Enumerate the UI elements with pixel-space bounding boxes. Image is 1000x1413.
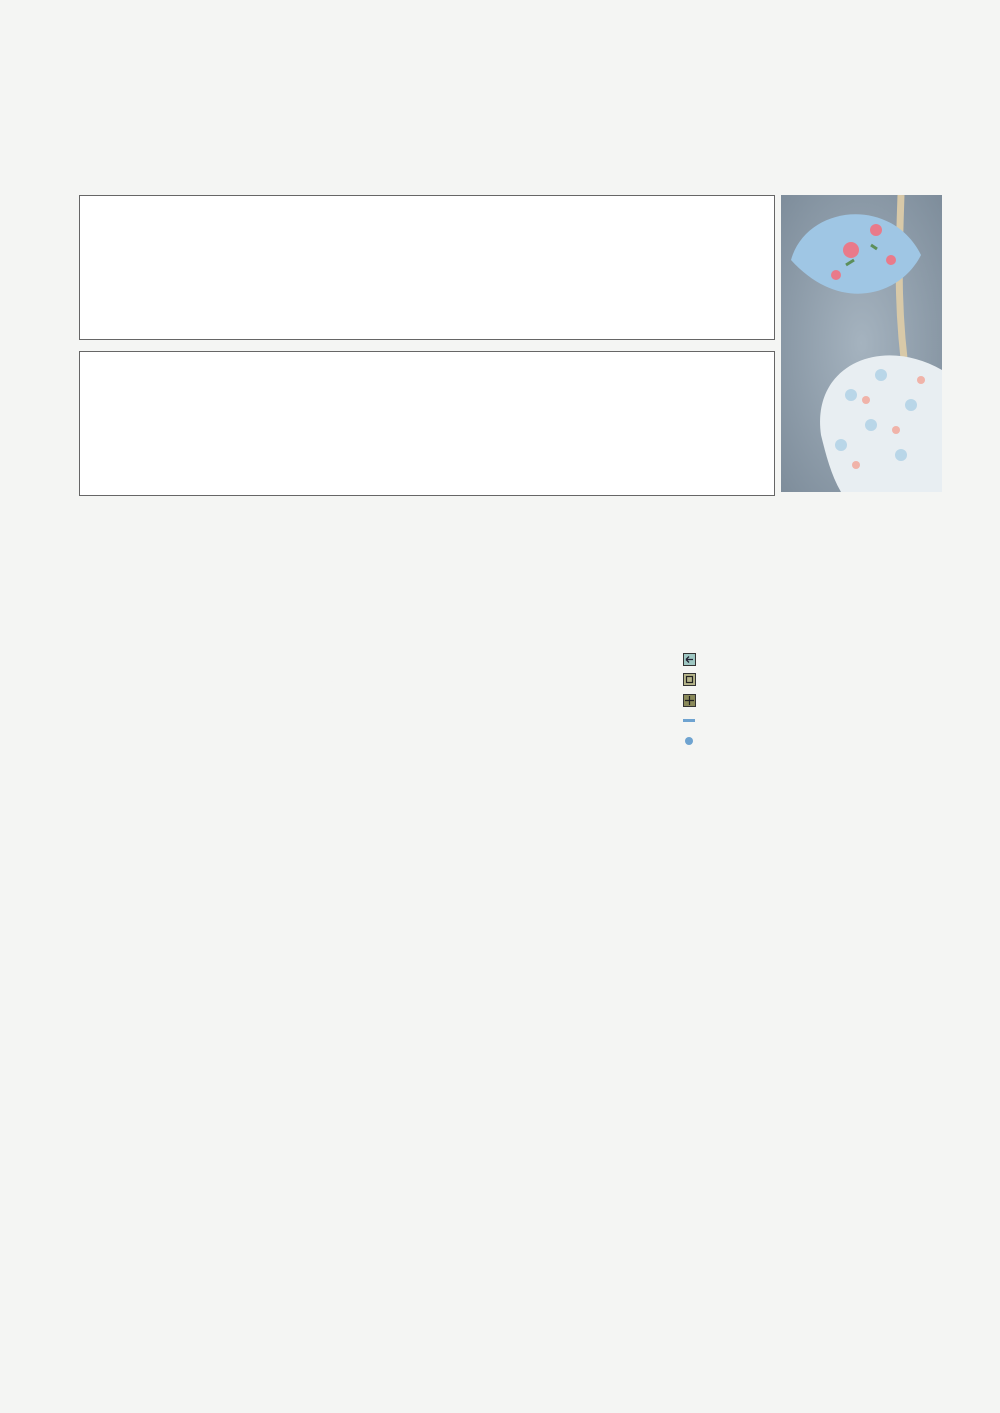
legend-row-3052: [678, 690, 944, 711]
yoyo-leaves-photo: [781, 195, 942, 492]
fournitures-box-background: [60, 622, 368, 1040]
arrow-symbol-icon: [683, 653, 696, 666]
cross-stitch-chart-top: [79, 195, 775, 340]
legend-row-piqure: [678, 711, 944, 732]
column-1-lower: [82, 1046, 350, 1055]
legend-row-3013: [678, 670, 944, 691]
square-symbol-icon: [683, 673, 696, 686]
dash-symbol-icon: [683, 719, 695, 722]
grid-symbol-icon: [683, 694, 696, 707]
legend-row-noeud: [678, 731, 944, 752]
column-2: [380, 640, 646, 649]
column-3: [678, 640, 944, 752]
dot-symbol-icon: [685, 737, 693, 745]
legend-row-3813: [678, 649, 944, 670]
cross-stitch-chart-bottom: [79, 351, 775, 496]
